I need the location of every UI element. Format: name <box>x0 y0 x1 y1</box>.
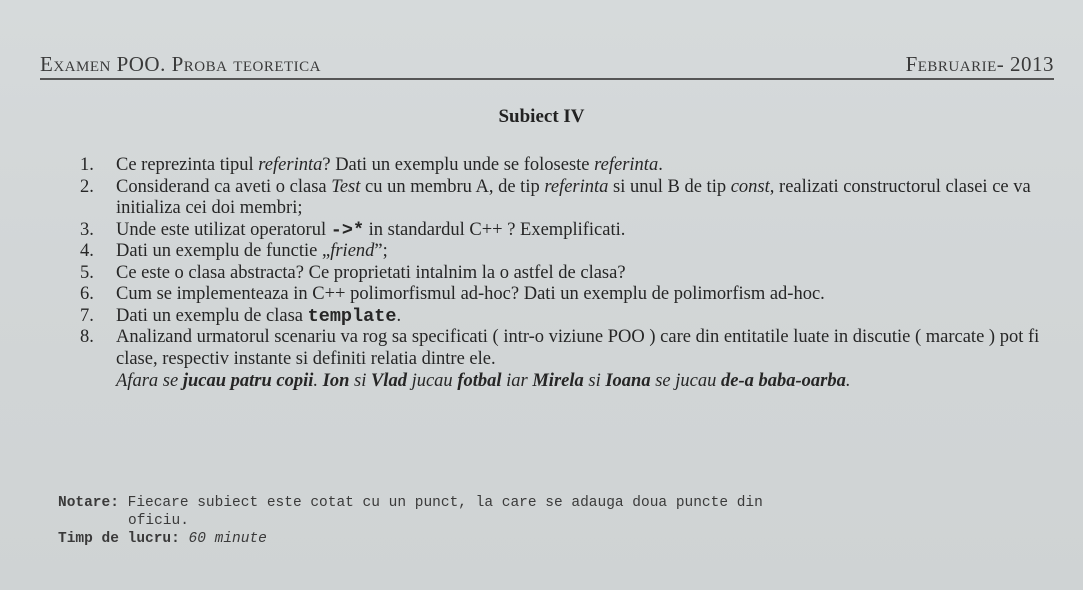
question-8 <box>80 327 1055 393</box>
question-number: 8. <box>80 327 94 347</box>
scenario-text: Afara se jucau patru copii. Ion si Vlad jucau fotbal iar Mirela si Ioana se jucau de-a baba-oarba. <box>116 371 851 391</box>
question-text: Cum se implementeaza in C++ polimorfismul ad-hoc? Dati un exemplu de polimorfism ad-hoc. <box>116 284 825 304</box>
question-text: Considerand ca aveti o clasa Test cu un membru A, de tip referinta si unul B de tip const, realizati constructorul clasei ce va initializa cei doi membri; <box>116 176 1031 218</box>
time-label: Timp de lucru: <box>58 531 180 547</box>
question-2 <box>80 177 1055 220</box>
subject-title: Subiect IV <box>498 106 585 127</box>
question-6 <box>80 284 1055 306</box>
question-7 <box>80 306 1055 328</box>
question-list <box>80 155 1055 393</box>
question-number: 6. <box>80 284 94 304</box>
grading-label: Notare: <box>58 495 119 511</box>
question-number: 4. <box>80 241 94 261</box>
exam-header <box>40 50 1054 80</box>
exam-notes <box>58 494 1038 548</box>
question-4 <box>80 241 1055 263</box>
time-note <box>58 530 1038 548</box>
question-text: Unde este utilizat operatorul ->* in standardul C++ ? Exemplificati. <box>116 219 626 241</box>
question-number: 3. <box>80 219 94 240</box>
question-number: 2. <box>80 176 94 197</box>
question-5 <box>80 263 1055 285</box>
operator-symbol: ->* <box>330 219 365 241</box>
question-number: 7. <box>80 305 94 326</box>
question-3 <box>80 220 1055 242</box>
question-text: Ce este o clasa abstracta? Ce proprietati intalnim la o astfel de clasa? <box>116 262 626 283</box>
time-value: 60 minute <box>188 531 267 547</box>
question-number: 5. <box>80 262 94 283</box>
exam-title: Examen POO. Proba teoretica <box>40 52 322 76</box>
grading-note-cont: oficiu. <box>128 513 189 529</box>
question-text: Dati un exemplu de clasa template. <box>116 305 402 327</box>
exam-date: Februarie- 2013 <box>905 52 1054 76</box>
question-1 <box>80 155 1055 177</box>
question-text: Analizand urmatorul scenariu va rog sa specificati ( intr-o viziune POO ) care din entitatile luate in discutie ( marcate ) pot fi clase, respectiv instante si definiti relatia dintre ele. Afara se jucau patru copii. Ion si Vlad jucau fotbal iar Mirela si Ioana se jucau de-a baba-oarba. <box>116 327 1055 393</box>
question-text: Ce reprezinta tipul referinta? Dati un exemplu unde se foloseste referinta. <box>116 155 663 175</box>
question-text: Dati un exemplu de functie „friend”; <box>116 241 388 261</box>
question-number: 1. <box>80 155 94 175</box>
grading-note: Notare: Fiecare subiect este cotat cu un punct, la care se adauga doua puncte din <box>58 495 763 511</box>
